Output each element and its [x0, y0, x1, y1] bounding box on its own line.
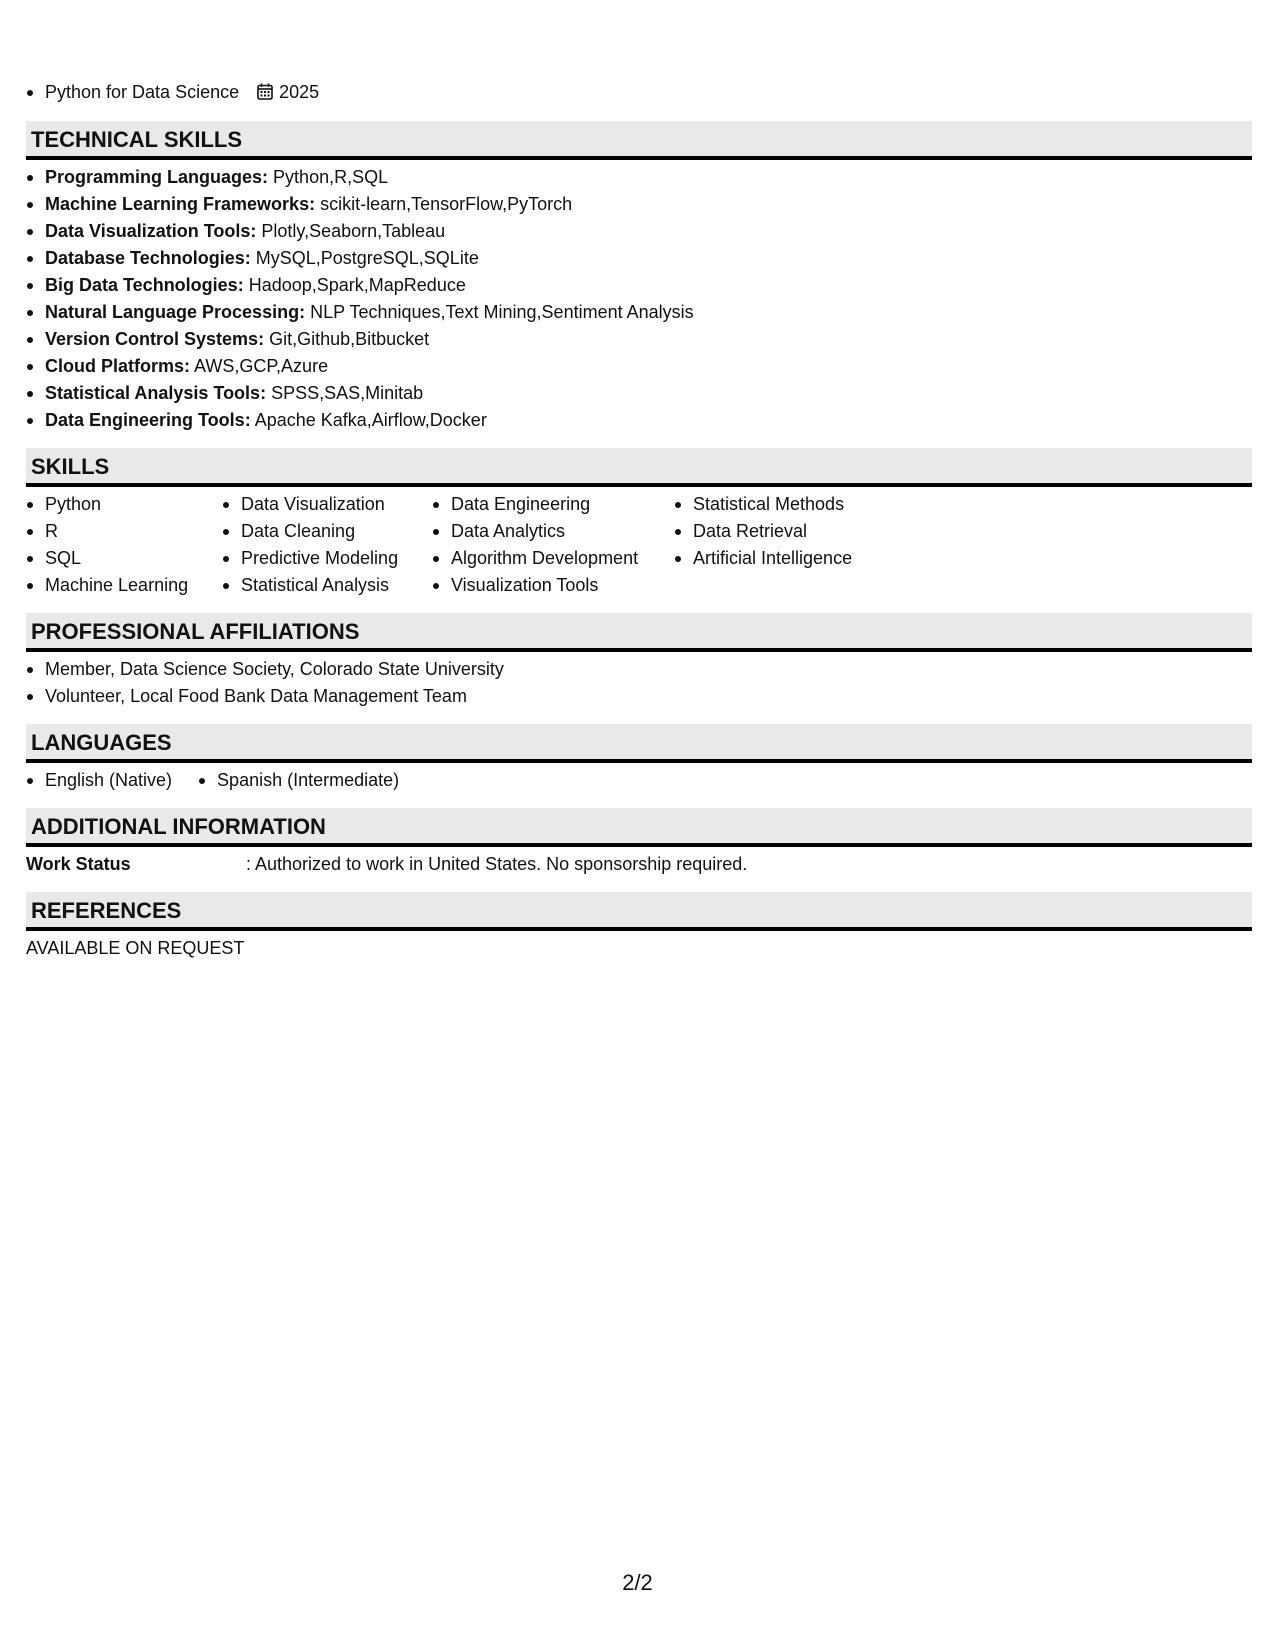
language-item: Spanish (Intermediate) — [198, 767, 399, 794]
technical-skill-value: Apache Kafka,Airflow,Docker — [254, 410, 487, 430]
skills-column — [222, 491, 410, 599]
technical-skill-value: scikit-learn,TensorFlow,PyTorch — [320, 194, 573, 214]
calendar-icon — [257, 80, 273, 109]
work-status-row — [26, 851, 1252, 878]
technical-skill-item — [26, 299, 1252, 326]
certification-list — [26, 78, 1252, 107]
technical-skill-item — [26, 407, 1252, 434]
affiliation-item: Volunteer, Local Food Bank Data Management Team — [26, 683, 1252, 710]
technical-skill-label: Cloud Platforms: — [45, 356, 191, 376]
technical-skill-value: Hadoop,Spark,MapReduce — [248, 275, 466, 295]
technical-skill-value: Python,R,SQL — [273, 167, 389, 187]
languages-list — [26, 767, 1252, 794]
skill-item: R — [26, 518, 200, 545]
skill-item: Algorithm Development — [432, 545, 652, 572]
technical-skill-item — [26, 353, 1252, 380]
skill-item: Python — [26, 491, 200, 518]
technical-skill-label: Natural Language Processing: — [45, 302, 306, 322]
skill-item: Data Visualization — [222, 491, 410, 518]
technical-skill-item — [26, 245, 1252, 272]
skill-item: Statistical Methods — [674, 491, 852, 518]
technical-skills-heading: TECHNICAL SKILLS — [26, 121, 1252, 160]
skill-item: Artificial Intelligence — [674, 545, 852, 572]
skills-grid — [26, 491, 1252, 599]
technical-skill-label: Big Data Technologies: — [45, 275, 244, 295]
technical-skills-list — [26, 164, 1252, 434]
technical-skill-item — [26, 164, 1252, 191]
affiliation-item: Member, Data Science Society, Colorado State University — [26, 656, 1252, 683]
technical-skill-label: Data Visualization Tools: — [45, 221, 257, 241]
affiliations-heading: PROFESSIONAL AFFILIATIONS — [26, 613, 1252, 652]
technical-skill-value: NLP Techniques,Text Mining,Sentiment Analysis — [310, 302, 694, 322]
technical-skill-item — [26, 380, 1252, 407]
technical-skill-label: Database Technologies: — [45, 248, 251, 268]
additional-information-heading: ADDITIONAL INFORMATION — [26, 808, 1252, 847]
technical-skill-label: Machine Learning Frameworks: — [45, 194, 316, 214]
certification-year: 2025 — [279, 82, 320, 102]
certification-name: Python for Data Science — [45, 82, 240, 102]
skills-column — [432, 491, 652, 599]
skill-item: Data Analytics — [432, 518, 652, 545]
page-number: 2/2 — [622, 1570, 653, 1595]
languages-heading: LANGUAGES — [26, 724, 1252, 763]
technical-skill-label: Version Control Systems: — [45, 329, 265, 349]
skill-item: SQL — [26, 545, 200, 572]
technical-skill-value: AWS,GCP,Azure — [194, 356, 329, 376]
technical-skill-item — [26, 191, 1252, 218]
resume-page — [26, 78, 1252, 962]
skill-item: Data Cleaning — [222, 518, 410, 545]
work-status-value: : Authorized to work in United States. No sponsorship required. — [246, 854, 748, 874]
technical-skill-value: SPSS,SAS,Minitab — [271, 383, 424, 403]
certification-item — [26, 78, 319, 107]
technical-skill-value: Git,Github,Bitbucket — [269, 329, 430, 349]
work-status-label: Work Status — [26, 854, 131, 874]
language-item: English (Native) — [26, 767, 172, 794]
technical-skill-value: MySQL,PostgreSQL,SQLite — [255, 248, 479, 268]
technical-skill-label: Data Engineering Tools: — [45, 410, 251, 430]
affiliations-list — [26, 656, 1252, 710]
technical-skill-item — [26, 218, 1252, 245]
references-text: AVAILABLE ON REQUEST — [26, 938, 245, 958]
skill-item: Predictive Modeling — [222, 545, 410, 572]
references-heading: REFERENCES — [26, 892, 1252, 931]
skill-item: Data Engineering — [432, 491, 652, 518]
skill-item: Visualization Tools — [432, 572, 652, 599]
technical-skill-label: Statistical Analysis Tools: — [45, 383, 267, 403]
technical-skill-value: Plotly,Seaborn,Tableau — [261, 221, 446, 241]
technical-skill-label: Programming Languages: — [45, 167, 269, 187]
skills-column — [26, 491, 200, 599]
skill-item: Machine Learning — [26, 572, 200, 599]
technical-skill-item — [26, 272, 1252, 299]
skill-item: Data Retrieval — [674, 518, 852, 545]
skills-heading: SKILLS — [26, 448, 1252, 487]
skills-column — [674, 491, 852, 599]
skill-item: Statistical Analysis — [222, 572, 410, 599]
technical-skill-item — [26, 326, 1252, 353]
